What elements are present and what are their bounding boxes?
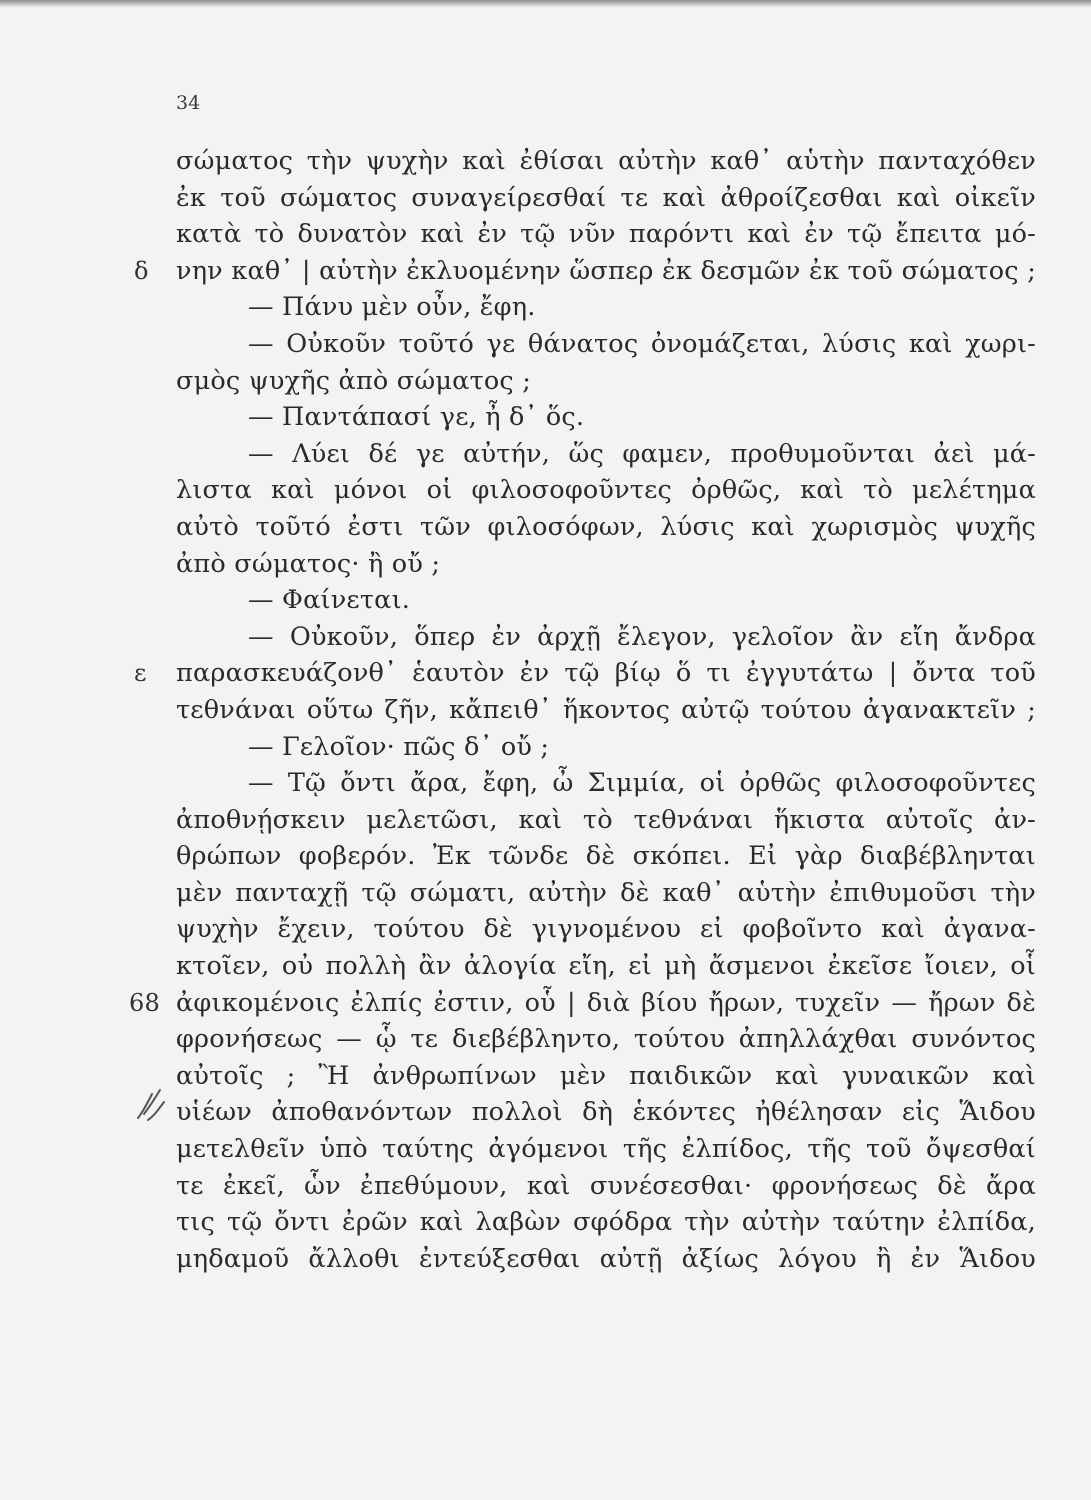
text-line-content: κατὰ τὸ δυνατὸν καὶ ἐν τῷ νῦν παρόντι καὶ ἐν τῷ ἔπειτα μό- xyxy=(176,219,1036,250)
text-line xyxy=(176,729,1036,766)
text-line-content: τις τῷ ὄντι ἐρῶν καὶ λαβὼν σφόδρα τὴν αὐτὴν ταύτην ἐλπίδα, xyxy=(176,1207,1036,1238)
text-line xyxy=(176,180,1036,217)
text-line-content: — Γελοῖον· πῶς δ᾽ οὔ ; xyxy=(248,731,550,762)
text-line xyxy=(176,582,1036,619)
text-line-content: αὐτὸ τοῦτό ἐστι τῶν φιλοσόφων, λύσις καὶ χωρισμὸς ψυχῆς xyxy=(176,511,1036,542)
text-line-content: λιστα καὶ μόνοι οἱ φιλοσοφοῦντες ὀρθῶς, καὶ τὸ μελέτημα xyxy=(176,475,1036,506)
text-line-content: σμὸς ψυχῆς ἀπὸ σώματος ; xyxy=(176,365,532,396)
text-line-content: — Φαίνεται. xyxy=(248,585,411,616)
handwritten-margin-annotation xyxy=(130,1080,170,1124)
body-text xyxy=(129,143,1036,1277)
text-line xyxy=(176,363,1036,400)
text-line xyxy=(176,692,1036,729)
text-line xyxy=(176,1168,1036,1205)
text-line xyxy=(134,253,1036,290)
text-line xyxy=(176,619,1036,656)
text-line-content: κτοῖεν, οὐ πολλὴ ἂν ἀλογία εἴη, εἰ μὴ ἄσμενοι ἐκεῖσε ἴοιεν, οἷ xyxy=(176,951,1036,982)
text-line xyxy=(176,875,1036,912)
text-line-content: μετελθεῖν ὑπὸ ταύτης ἀγόμενοι τῆς ἐλπίδος, τῆς τοῦ ὄψεσθαί xyxy=(176,1134,1036,1165)
text-line-content: — Πάνυ μὲν οὖν, ἔφη. xyxy=(248,292,536,323)
text-line xyxy=(176,143,1036,180)
scan-top-edge xyxy=(0,0,1091,8)
text-line xyxy=(176,326,1036,363)
text-line xyxy=(176,436,1036,473)
stephanus-marginal-marker: ε xyxy=(134,659,147,688)
text-line xyxy=(176,216,1036,253)
text-line-content: ἀποθνῄσκειν μελετῶσι, καὶ τὸ τεθνάναι ἥκιστα αὐτοῖς ἀν- xyxy=(176,804,1036,835)
text-line-content: θρώπων φοβερόν. Ἐκ τῶνδε δὲ σκόπει. Εἰ γὰρ διαβέβληνται xyxy=(176,841,1036,872)
text-line xyxy=(129,985,1036,1022)
text-line-content: παρασκευάζονθ᾽ ἑαυτὸν ἐν τῷ βίῳ ὅ τι ἐγγυτάτω | ὄντα τοῦ xyxy=(176,658,1036,689)
text-line xyxy=(176,1131,1036,1168)
text-line xyxy=(176,509,1036,546)
text-line xyxy=(176,1241,1036,1278)
text-line xyxy=(176,1094,1036,1131)
page-number: 34 xyxy=(176,92,201,114)
text-line xyxy=(134,655,1036,692)
text-line-content: σώματος τὴν ψυχὴν καὶ ἐθίσαι αὐτὴν καθ᾽ αὑτὴν πανταχόθεν xyxy=(176,146,1036,176)
text-line xyxy=(176,948,1036,985)
text-line-content: μηδαμοῦ ἄλλοθι ἐντεύξεσθαι αὐτῇ ἀξίως λόγου ἢ ἐν Ἅιδου xyxy=(176,1243,1036,1274)
text-line xyxy=(176,546,1036,583)
text-line xyxy=(176,1021,1036,1058)
text-line-content: αὐτοῖς ; Ἢ ἀνθρωπίνων μὲν παιδικῶν καὶ γυναικῶν καὶ xyxy=(176,1060,1036,1091)
text-line xyxy=(176,802,1036,839)
text-line-content: — Τῷ ὄντι ἄρα, ἔφη, ὦ Σιμμία, οἱ ὀρθῶς φιλοσοφοῦντες xyxy=(248,768,1036,799)
text-line xyxy=(176,765,1036,802)
text-line-content: ἀφικομένοις ἐλπίς ἐστιν, οὗ | διὰ βίου ἤρων, τυχεῖν — ἤρων δὲ xyxy=(176,987,1036,1018)
text-line xyxy=(176,838,1036,875)
stephanus-marginal-marker: 68 xyxy=(129,988,160,1017)
text-line-content: ἐκ τοῦ σώματος συναγείρεσθαί τε καὶ ἀθροίζεσθαι καὶ οἰκεῖν xyxy=(176,182,1036,213)
text-line-content: ἀπὸ σώματος· ἢ οὔ ; xyxy=(176,548,441,579)
text-line-content: — Οὐκοῦν τοῦτό γε θάνατος ὀνομάζεται, λύσις καὶ χωρι- xyxy=(248,328,1036,359)
text-line-content: τε ἐκεῖ, ὧν ἐπεθύμουν, καὶ συνέσεσθαι· φρονήσεως δὲ ἄρα xyxy=(176,1170,1036,1201)
text-line-content: νην καθ᾽ | αὑτὴν ἐκλυομένην ὥσπερ ἐκ δεσμῶν ἐκ τοῦ σώματος ; xyxy=(176,255,1036,286)
text-line-content: — Παντάπασί γε, ἦ δ᾽ ὅς. xyxy=(248,402,585,433)
text-line-content: ψυχὴν ἔχειν, τούτου δὲ γιγνομένου εἰ φοβοῖντο καὶ ἀγανα- xyxy=(176,914,1036,945)
text-line xyxy=(176,289,1036,326)
text-line-content: τεθνάναι οὕτω ζῆν, κἄπειθ᾽ ἥκοντος αὐτῷ τούτου ἀγανακτεῖν ; xyxy=(176,694,1036,725)
text-line-content: — Λύει δέ γε αὐτήν, ὥς φαμεν, προθυμοῦνται ἀεὶ μά- xyxy=(248,438,1036,469)
text-line xyxy=(176,1058,1036,1095)
text-line xyxy=(176,399,1036,436)
text-line-content: υἱέων ἀποθανόντων πολλοὶ δὴ ἑκόντες ἠθέλησαν εἰς Ἅιδου xyxy=(176,1097,1036,1128)
text-line xyxy=(176,472,1036,509)
text-line-content: μὲν πανταχῇ τῷ σώματι, αὐτὴν δὲ καθ᾽ αὑτὴν ἐπιθυμοῦσι τὴν xyxy=(176,877,1036,908)
text-line-content: — Οὐκοῦν, ὅπερ ἐν ἀρχῇ ἔλεγον, γελοῖον ἂν εἴη ἄνδρα xyxy=(248,621,1036,652)
stephanus-marginal-marker: δ xyxy=(134,256,149,285)
text-line xyxy=(176,911,1036,948)
text-line xyxy=(176,1204,1036,1241)
text-line-content: φρονήσεως — ᾧ τε διεβέβληντο, τούτου ἀπηλλάχθαι συνόντος xyxy=(176,1024,1036,1055)
